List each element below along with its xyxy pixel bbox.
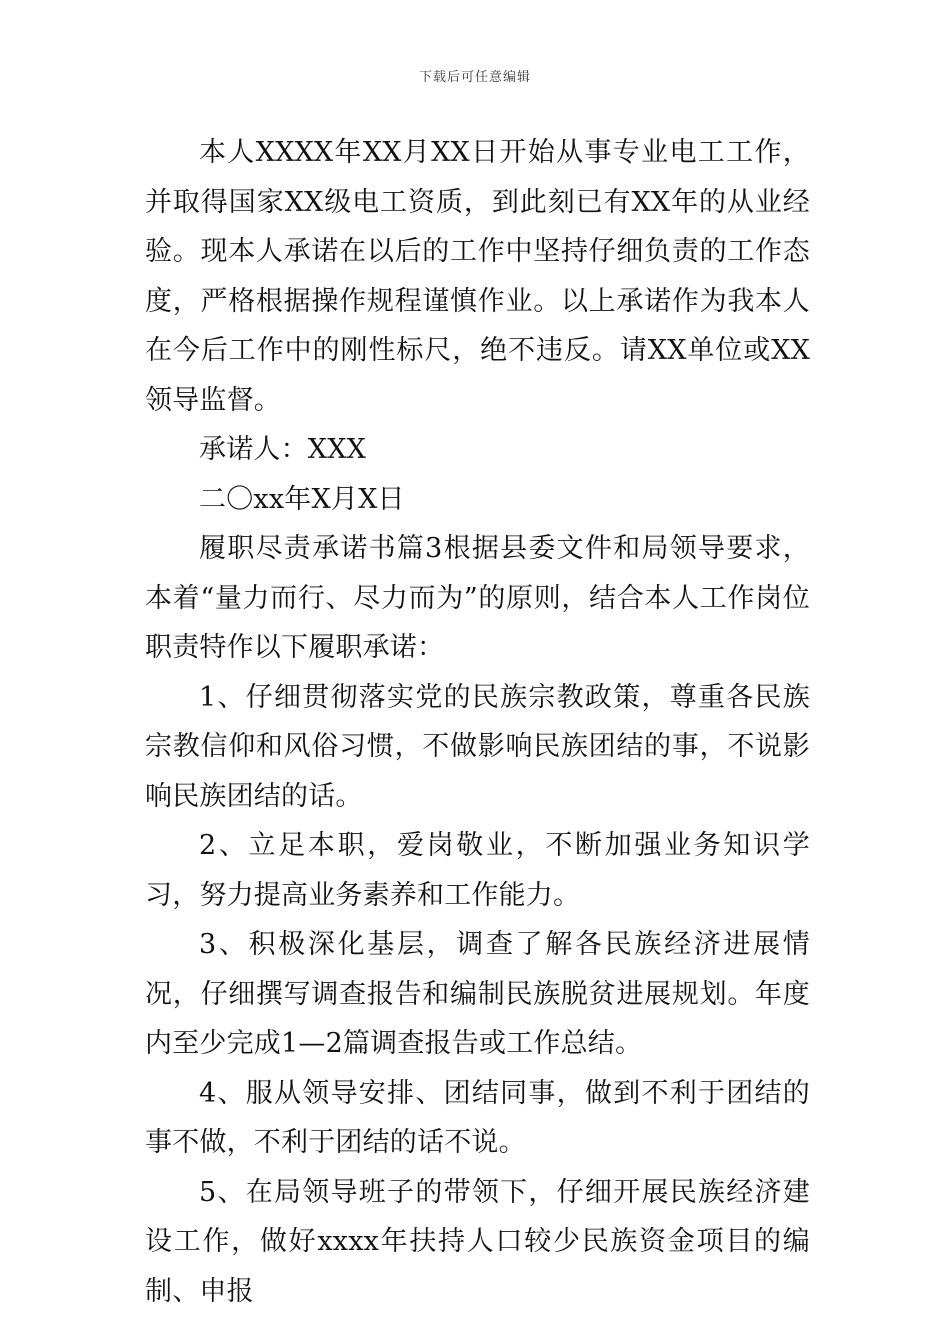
document-body	[145, 128, 810, 1316]
header-note: 下载后可任意编辑	[418, 70, 531, 85]
paragraph-item-3: 3、积极深化基层，调查了解各民族经济进展情况，仔细撰写调查报告和编制民族脱贫进展规划。年度内至少完成1—2篇调查报告或工作总结。	[145, 929, 810, 1059]
paragraph-item-2: 2、立足本职，爱岗敬业，不断加强业务知识学习，努力提高业务素养和工作能力。	[145, 830, 810, 911]
paragraph-item-4: 4、服从领导安排、团结同事，做到不利于团结的事不做，不利于团结的话不说。	[145, 1077, 810, 1158]
paragraph-intro-pledge-3: 履职尽责承诺书篇3根据县委文件和局领导要求，本着“量力而行、尽力而为”的原则，结合本人工作岗位职责特作以下履职承诺：	[145, 533, 810, 663]
paragraph-item-5: 5、在局领导班子的带领下，仔细开展民族经济建设工作，做好xxxx年扶持人口较少民族资金项目的编制、申报	[145, 1176, 810, 1307]
paragraph-signatory: 承诺人：XXX	[199, 434, 367, 465]
paragraph-date: 二〇xx年X月X日	[199, 483, 405, 515]
paragraph-commitment-electrician: 本人XXXX年XX月XX日开始从事专业电工工作，并取得国家XX级电工资质，到此刻已有XX年的从业经验。现本人承诺在以后的工作中坚持仔细负责的工作态度，严格根据操作规程谨慎作业。以上承诺作为我本人在今后工作中的刚性标尺，绝不违反。请XX单位或XX领导监督。	[145, 137, 810, 416]
paragraph-item-1: 1、仔细贯彻落实党的民族宗教政策，尊重各民族宗教信仰和风俗习惯，不做影响民族团结的事，不说影响民族团结的话。	[145, 681, 810, 812]
